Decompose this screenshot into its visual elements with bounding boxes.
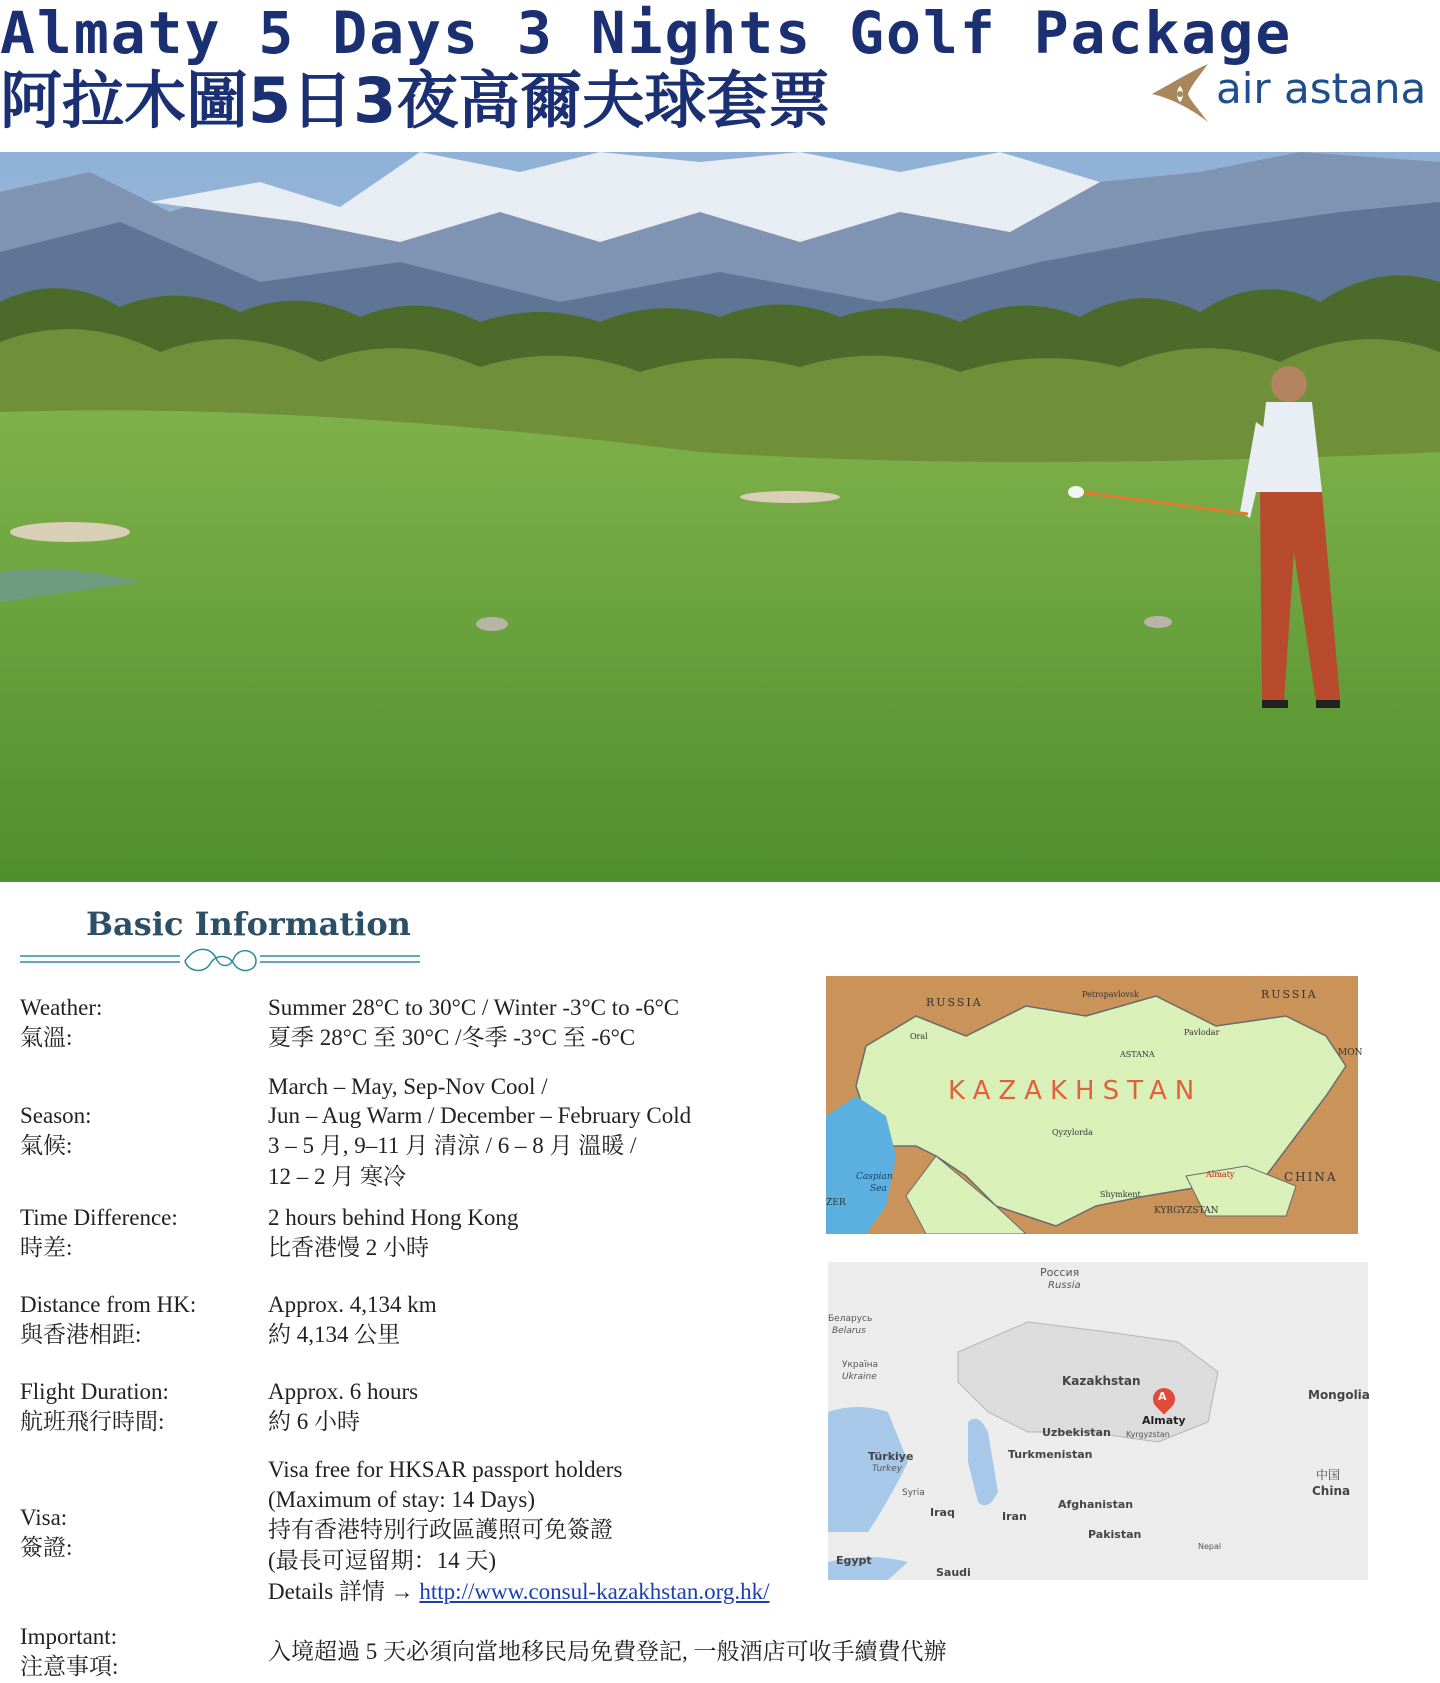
map1-caspian-1: Caspian	[856, 1172, 893, 1182]
season-value-1: March – May, Sep-Nov Cool /	[268, 1074, 548, 1099]
flight-value-zh: 約 6 小時	[268, 1409, 360, 1434]
map2-iran: Iran	[1002, 1510, 1027, 1523]
important-value: 入境超過 5 天必須向當地移民局免費登記, 一般酒店可收手續費代辦	[268, 1639, 947, 1664]
season-value-4: 12 – 2 月 寒冷	[268, 1164, 406, 1189]
ornament-divider-icon	[20, 946, 420, 976]
time-diff-label-zh: 時差:	[20, 1235, 73, 1260]
map1-astana: ASTANA	[1120, 1050, 1155, 1059]
map2-saudi: Saudi	[936, 1566, 971, 1579]
air-astana-logo	[1150, 58, 1430, 128]
season-value-3: 3 – 5 月, 9–11 月 清涼 / 6 – 8 月 溫暖 /	[268, 1133, 637, 1158]
map2-turkmenistan: Turkmenistan	[1008, 1448, 1093, 1461]
visa-value-1: Visa free for HKSAR passport holders	[268, 1457, 623, 1482]
section-title: Basic Information	[86, 905, 411, 943]
distance-value-zh: 約 4,134 公里	[268, 1322, 401, 1347]
map2-iraq: Iraq	[930, 1506, 955, 1519]
map2-china-1: 中国	[1316, 1468, 1341, 1482]
map2-belarus-1: Беларусь	[828, 1314, 873, 1324]
map2-syria: Syria	[902, 1488, 925, 1498]
visa-label-en: Visa:	[20, 1505, 68, 1530]
map2-russia-2: Russia	[1048, 1280, 1081, 1291]
map2-egypt: Egypt	[836, 1554, 872, 1567]
air-astana-logo-icon	[1150, 62, 1210, 124]
distance-label-en: Distance from HK:	[20, 1292, 197, 1317]
map2-pakistan: Pakistan	[1088, 1528, 1142, 1541]
map2-russia-1: Россия	[1040, 1266, 1080, 1279]
important-label-zh: 注意事項:	[20, 1654, 119, 1679]
visa-value-2: (Maximum of stay: 14 Days)	[268, 1487, 536, 1512]
map1-kyrgyzstan: KYRGYZSTAN	[1154, 1206, 1219, 1216]
visa-details-prefix: Details 詳情 →	[268, 1579, 420, 1604]
distance-label-zh: 與香港相距:	[20, 1322, 142, 1347]
important-label-en: Important:	[20, 1624, 118, 1649]
map1-russia-left: RUSSIA	[926, 996, 983, 1009]
map1-shymkent: Shymkent	[1100, 1190, 1141, 1199]
map2-mongolia: Mongolia	[1308, 1388, 1370, 1402]
visa-label-zh: 簽證:	[20, 1535, 73, 1560]
season-label-zh: 氣候:	[20, 1133, 73, 1158]
map1-pavlodar: Pavlodar	[1184, 1028, 1220, 1037]
map1-mon: MON	[1338, 1048, 1363, 1058]
map1-caspian-2: Sea	[870, 1184, 887, 1194]
consulate-link[interactable]: http://www.consul-kazakhstan.org.hk/	[419, 1579, 770, 1604]
map2-china-2: China	[1312, 1484, 1351, 1498]
kazakhstan-map	[826, 976, 1363, 1234]
map1-oral: Oral	[910, 1032, 928, 1041]
time-diff-value-zh: 比香港慢 2 小時	[268, 1235, 429, 1260]
weather-value-zh: 夏季 28°C 至 30°C /冬季 -3°C 至 -6°C	[268, 1025, 636, 1050]
map1-almaty: Almaty	[1206, 1170, 1235, 1179]
visa-value-3: 持有香港特別行政區護照可免簽證	[268, 1517, 613, 1542]
hero-golf-photo	[0, 152, 1440, 882]
map2-uzbekistan: Uzbekistan	[1042, 1426, 1111, 1439]
map2-afghanistan: Afghanistan	[1058, 1498, 1134, 1511]
weather-label-zh: 氣溫:	[20, 1025, 73, 1050]
map2-belarus-2: Belarus	[832, 1326, 866, 1336]
flight-value-en: Approx. 6 hours	[268, 1379, 419, 1404]
map2-ukraine-1: Україна	[842, 1360, 879, 1370]
visa-details	[268, 1577, 769, 1607]
region-map	[828, 1262, 1368, 1580]
map1-country-label: KAZAKHSTAN	[948, 1076, 1203, 1106]
map1-zer: ZER	[826, 1198, 846, 1208]
map2-pin-marker: A	[1158, 1390, 1167, 1403]
title-chinese: 阿拉木圖5日3夜高爾夫球套票	[0, 64, 831, 137]
map2-kazakhstan: Kazakhstan	[1062, 1374, 1141, 1388]
map1-china: CHINA	[1284, 1170, 1338, 1184]
map2-almaty: Almaty	[1142, 1414, 1186, 1427]
time-diff-label-en: Time Difference:	[20, 1205, 178, 1230]
flight-label-zh: 航班飛行時間:	[20, 1409, 165, 1434]
map1-petropavlovsk: Petropavlovsk	[1082, 990, 1139, 999]
logo-text: air astana	[1216, 64, 1427, 113]
distance-value-en: Approx. 4,134 km	[268, 1292, 437, 1317]
time-diff-value-en: 2 hours behind Hong Kong	[268, 1205, 519, 1230]
map2-turkiye-1: Türkiye	[868, 1450, 914, 1463]
map1-qyzylorda: Qyzylorda	[1052, 1128, 1093, 1137]
map2-nepal: Nepal	[1198, 1542, 1222, 1551]
weather-value-en: Summer 28°C to 30°C / Winter -3°C to -6°C	[268, 995, 680, 1020]
title-english: Almaty 5 Days 3 Nights Golf Package	[0, 0, 1293, 67]
map2-kyrgyzstan: Kyrgyzstan	[1126, 1430, 1170, 1439]
season-label-en: Season:	[20, 1103, 92, 1128]
season-value-2: Jun – Aug Warm / December – February Cold	[268, 1103, 692, 1128]
map2-turkiye-2: Turkey	[872, 1464, 903, 1474]
weather-label-en: Weather:	[20, 995, 103, 1020]
map1-russia-right: RUSSIA	[1261, 988, 1318, 1001]
map2-ukraine-2: Ukraine	[842, 1372, 877, 1382]
visa-value-4: (最長可逗留期：14 天)	[268, 1548, 497, 1573]
flight-label-en: Flight Duration:	[20, 1379, 169, 1404]
